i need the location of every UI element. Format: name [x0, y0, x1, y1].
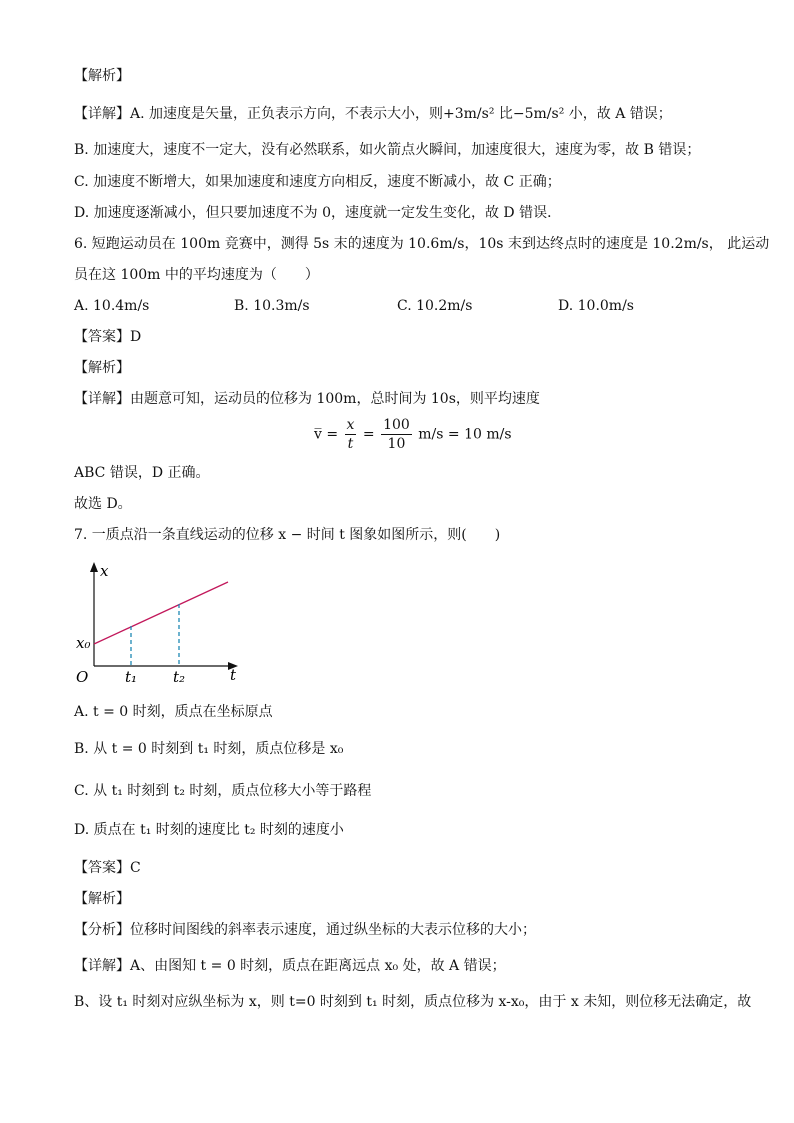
average-velocity-formula	[314, 416, 512, 453]
option-c: C. 从 t₁ 时刻到 t₂ 时刻，质点位移大小等于路程	[74, 783, 372, 799]
x-t-graph	[70, 556, 250, 688]
fraction-x-over-t	[345, 416, 357, 453]
heading-jiexi: 【解析】	[74, 891, 130, 907]
answer: 【答案】C	[74, 860, 141, 876]
text-line: 故选 D。	[74, 496, 132, 512]
denominator: t	[347, 436, 354, 452]
text-line: C. 加速度不断增大，如果加速度和速度方向相反，速度不断减小，故 C 正确；	[74, 174, 561, 190]
text-line: 【详解】由题意可知，运动员的位移为 100m，总时间为 10s，则平均速度	[74, 391, 540, 407]
x0-label: x₀	[76, 634, 91, 652]
text-line: B. 加速度大，速度不一定大，没有必然联系，如火箭点火瞬间，加速度很大，速度为零，故 B 错误；	[74, 142, 701, 158]
question-6: 6. 短跑运动员在 100m 竞赛中，测得 5s 末的速度为 10.6m/s，10s 末到达终点时的速度是 10.2m/s， 此运动	[74, 236, 770, 252]
denominator: 10	[387, 436, 406, 452]
fraction-100-over-10	[381, 416, 412, 453]
numerator: x	[346, 417, 355, 433]
analysis-line: 【分析】位移时间图线的斜率表示速度，通过纵坐标的大表示位移的大小；	[74, 922, 536, 938]
x-axis-label: t	[230, 666, 237, 684]
equals-sign: =	[362, 426, 375, 443]
option-b: B. 从 t = 0 时刻到 t₁ 时刻，质点位移是 x₀	[74, 741, 344, 757]
detail-line: 【详解】A、由图知 t = 0 时刻，质点在距离远点 x₀ 处，故 A 错误；	[74, 958, 506, 974]
question-7: 7. 一质点沿一条直线运动的位移 x − 时间 t 图象如图所示，则( )	[74, 527, 501, 543]
formula-rhs: m/s = 10 m/s	[418, 426, 512, 443]
heading-jiexi: 【解析】	[74, 68, 130, 84]
formula-lhs: v̅ =	[314, 426, 339, 443]
numerator: 100	[383, 417, 410, 433]
heading-jiexi: 【解析】	[74, 360, 130, 376]
detail-line: B、设 t₁ 时刻对应纵坐标为 x，则 t=0 时刻到 t₁ 时刻，质点位移为 x-x₀，由于 x 未知，则位移无法确定，故	[74, 994, 752, 1010]
answer: 【答案】D	[74, 329, 142, 345]
text-line: D. 加速度逐渐减小，但只要加速度不为 0，速度就一定发生变化，故 D 错误．	[74, 205, 562, 221]
option-d: D. 质点在 t₁ 时刻的速度比 t₂ 时刻的速度小	[74, 822, 344, 838]
text-line: 【详解】A. 加速度是矢量，正负表示方向，不表示大小，则+3m/s² 比−5m/s² 小，故 A 错误；	[74, 106, 672, 122]
origin-label: O	[76, 668, 89, 686]
option-a: A. t = 0 时刻，质点在坐标原点	[74, 704, 273, 720]
option-d: D. 10.0m/s	[558, 298, 634, 314]
y-axis-label: x	[100, 562, 109, 580]
text-line: ABC 错误，D 正确。	[74, 465, 210, 481]
option-a: A. 10.4m/s	[74, 298, 150, 314]
position-line	[94, 582, 228, 644]
t1-label: t₁	[125, 668, 138, 686]
t2-label: t₂	[173, 668, 186, 686]
y-axis-arrow	[90, 562, 98, 572]
question-6-cont: 员在这 100m 中的平均速度为（ ）	[74, 267, 319, 283]
option-b: B. 10.3m/s	[234, 298, 310, 314]
option-c: C. 10.2m/s	[397, 298, 473, 314]
